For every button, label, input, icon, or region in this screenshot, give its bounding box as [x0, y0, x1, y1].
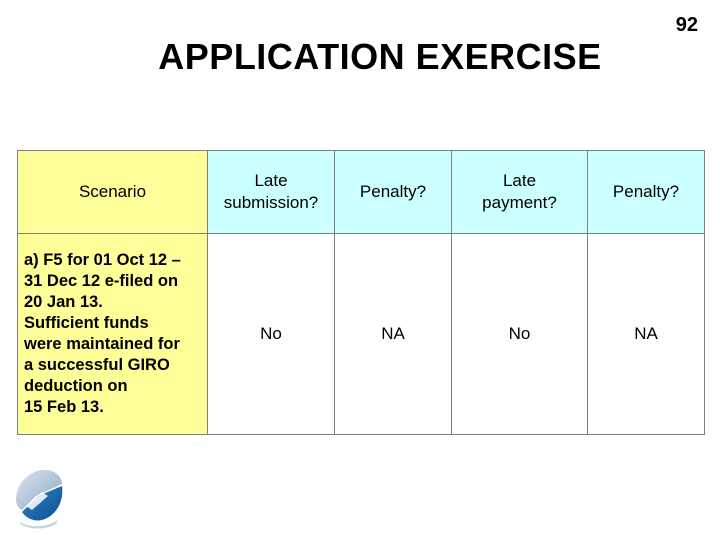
late-submission-cell: No	[208, 234, 335, 435]
penalty-payment-cell: NA	[588, 234, 705, 435]
page-title: APPLICATION EXERCISE	[158, 36, 602, 77]
exercise-table	[17, 150, 705, 435]
column-header-penalty-submission: Penalty?	[335, 151, 452, 234]
column-header-penalty-payment: Penalty?	[588, 151, 705, 234]
table-row	[18, 234, 705, 435]
page-number: 92	[675, 14, 698, 36]
table-header-row	[18, 151, 705, 234]
penalty-submission-cell: NA	[335, 234, 452, 435]
scenario-cell: a) F5 for 01 Oct 12 – 31 Dec 12 e-filed on 20 Jan 13. Sufficient funds were maintained for a successful GIRO deduction on 15 Feb 13.	[18, 234, 208, 435]
iras-logo-icon	[12, 466, 66, 530]
column-header-scenario: Scenario	[18, 151, 208, 234]
column-header-late-payment: Late payment?	[452, 151, 588, 234]
column-header-late-submission: Late submission?	[208, 151, 335, 234]
late-payment-cell: No	[452, 234, 588, 435]
